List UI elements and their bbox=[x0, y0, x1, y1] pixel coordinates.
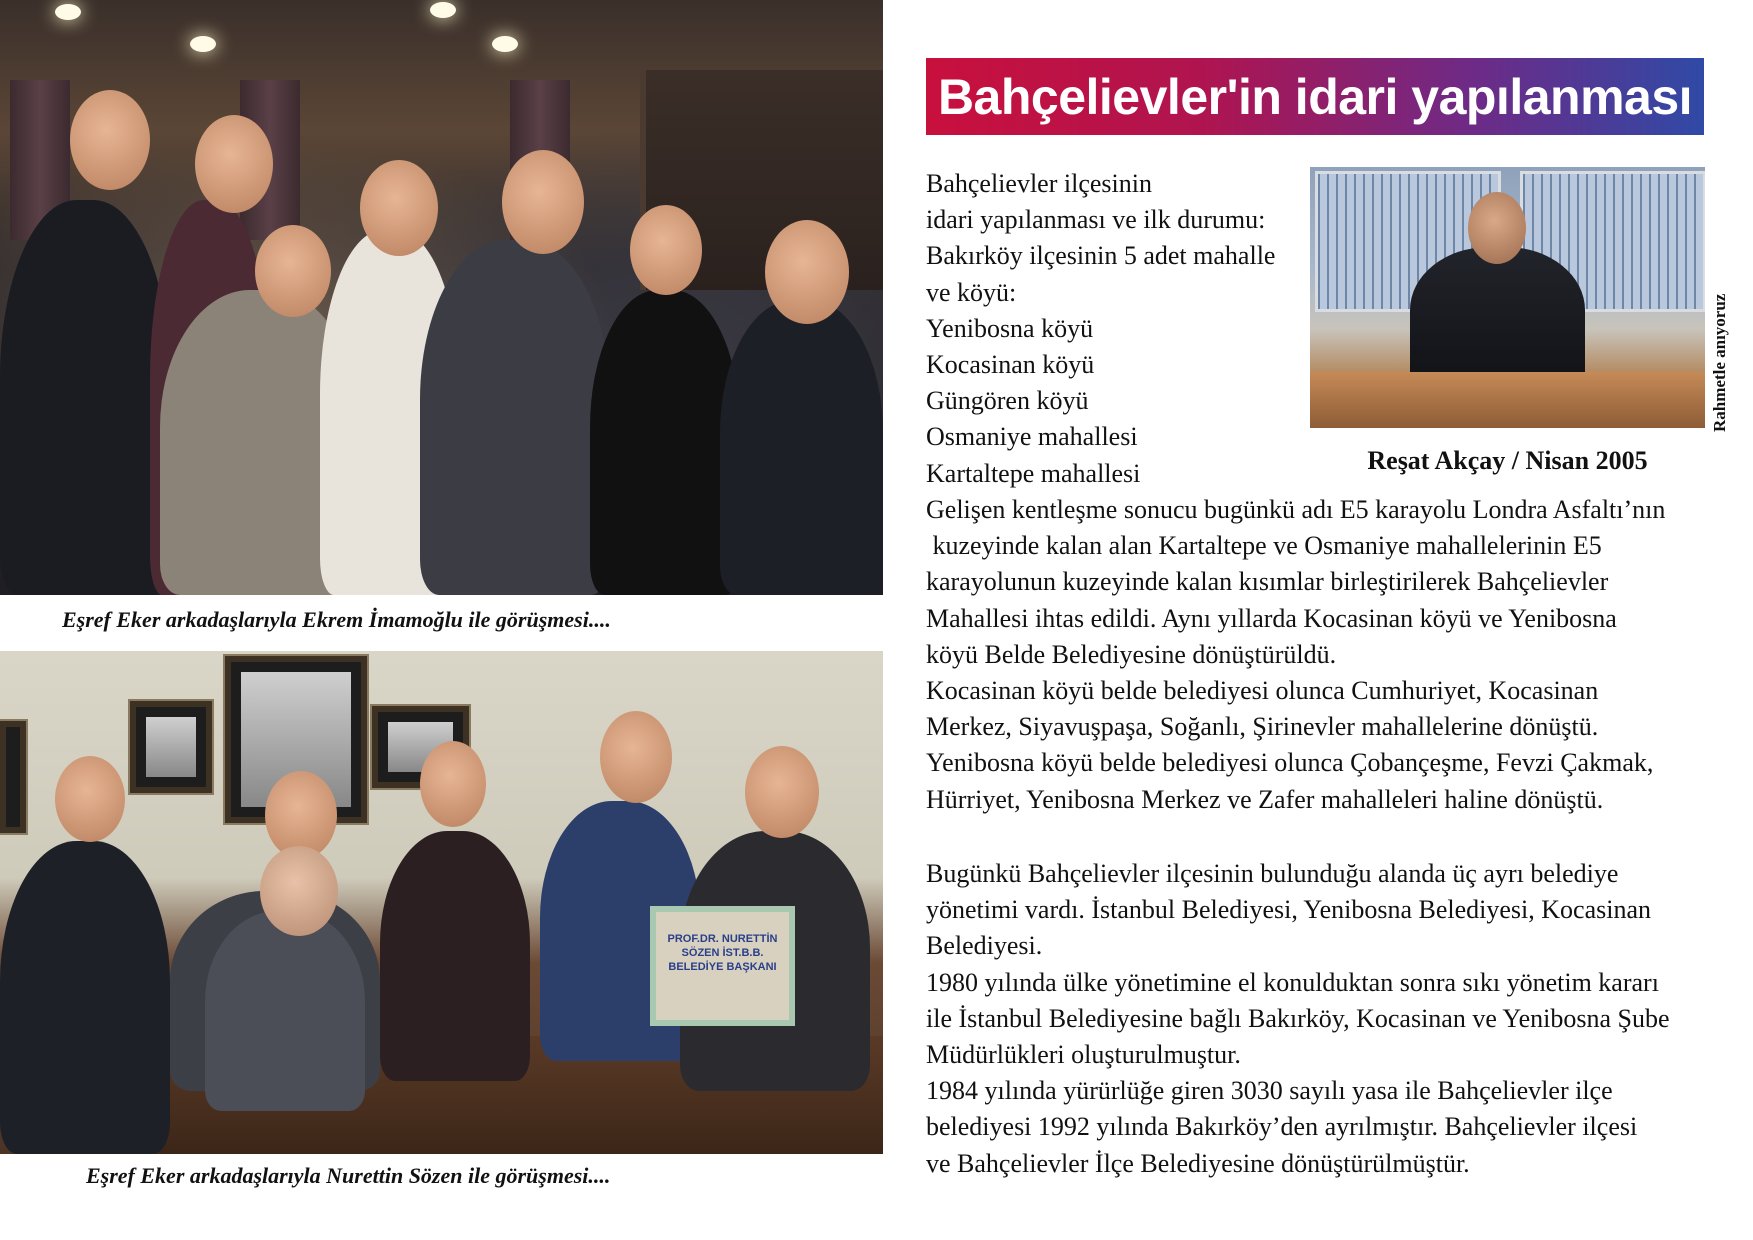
intro-line: Kartaltepe mahallesi bbox=[926, 458, 1141, 488]
paragraph-line: kuzeyinde kalan alan Kartaltepe ve Osmaniye mahallelerinin E5 bbox=[926, 531, 1602, 561]
intro-line: ve köyü: bbox=[926, 277, 1017, 307]
portrait-caption: Reşat Akçay / Nisan 2005 bbox=[1367, 446, 1648, 475]
photo-top-caption: Eşref Eker arkadaşlarıyla Ekrem İmamoğlu ile görüşmesi.... bbox=[62, 607, 611, 632]
paragraph-1 bbox=[926, 492, 1665, 818]
paragraph-2 bbox=[926, 856, 1670, 1182]
paragraph-line: Hürriyet, Yenibosna Merkez ve Zafer mahalleleri haline dönüştü. bbox=[926, 784, 1604, 814]
photo-imamoglu-meeting bbox=[0, 0, 883, 595]
intro-line: Bahçelievler ilçesinin bbox=[926, 169, 1152, 198]
intro-line: Osmaniye mahallesi bbox=[926, 422, 1138, 452]
paragraph-line: Gelişen kentleşme sonucu bugünkü adı E5 karayolu Londra Asfaltı’nın bbox=[926, 495, 1666, 524]
paragraph-line: ile İstanbul Belediyesine bağlı Bakırköy, Kocasinan ve Yenibosna Şube bbox=[926, 1003, 1670, 1033]
paragraph-line: Mahallesi ihtas edildi. Aynı yıllarda Kocasinan köyü ve Yenibosna bbox=[926, 603, 1617, 633]
portrait-photo bbox=[1310, 167, 1705, 428]
paragraph-line: yönetimi vardı. İstanbul Belediyesi, Yenibosna Belediyesi, Kocasinan bbox=[926, 895, 1651, 925]
photo-bottom-caption: Eşref Eker arkadaşlarıyla Nurettin Sözen ile görüşmesi.... bbox=[86, 1163, 611, 1188]
intro-line: Güngören köyü bbox=[926, 386, 1089, 416]
intro-text bbox=[926, 166, 1275, 492]
intro-line: Kocasinan köyü bbox=[926, 350, 1095, 380]
title-banner bbox=[926, 58, 1704, 135]
paragraph-line: köyü Belde Belediyesine dönüştürüldü. bbox=[926, 639, 1337, 669]
paragraph-line: Merkez, Siyavuşpaşa, Soğanlı, Şirinevler mahallelerine dönüştü. bbox=[926, 712, 1599, 742]
intro-line: idari yapılanması ve ilk durumu: bbox=[926, 205, 1266, 235]
plaque bbox=[650, 906, 795, 1026]
paragraph-line: ve Bahçelievler İlçe Belediyesine dönüştürülmüştür. bbox=[926, 1148, 1470, 1178]
plaque-text: PROF.DR. NURETTİN SÖZEN İST.B.B. BELEDİYE BAŞKANI bbox=[667, 933, 778, 973]
photo-sozen-meeting bbox=[0, 651, 883, 1154]
intro-line: Yenibosna köyü bbox=[926, 313, 1094, 343]
memorial-note: Rahmetle anıyoruz bbox=[1710, 293, 1729, 432]
paragraph-line: belediyesi 1992 yılında Bakırköy’den ayrılmıştır. Bahçelievler ilçesi bbox=[926, 1112, 1638, 1142]
paragraph-line: Bugünkü Bahçelievler ilçesinin bulunduğu alanda üç ayrı belediye bbox=[926, 859, 1619, 888]
paragraph-line: 1980 yılında ülke yönetimine el konulduktan sonra sıkı yönetim kararı bbox=[926, 967, 1659, 997]
paragraph-line: Yenibosna köyü belde belediyesi olunca Çobançeşme, Fevzi Çakmak, bbox=[926, 748, 1654, 778]
paragraph-line: Kocasinan köyü belde belediyesi olunca Cumhuriyet, Kocasinan bbox=[926, 676, 1599, 706]
page-title: Bahçelievler'in idari yapılanması bbox=[937, 68, 1693, 125]
paragraph-line: Müdürlükleri oluşturulmuştur. bbox=[926, 1040, 1241, 1070]
paragraph-line: karayolunun kuzeyinde kalan kısımlar birleştirilerek Bahçelievler bbox=[926, 567, 1609, 597]
paragraph-line: 1984 yılında yürürlüğe giren 3030 sayılı yasa ile Bahçelievler ilçe bbox=[926, 1076, 1613, 1106]
intro-line: Bakırköy ilçesinin 5 adet mahalle bbox=[926, 241, 1276, 271]
paragraph-line: Belediyesi. bbox=[926, 931, 1043, 961]
